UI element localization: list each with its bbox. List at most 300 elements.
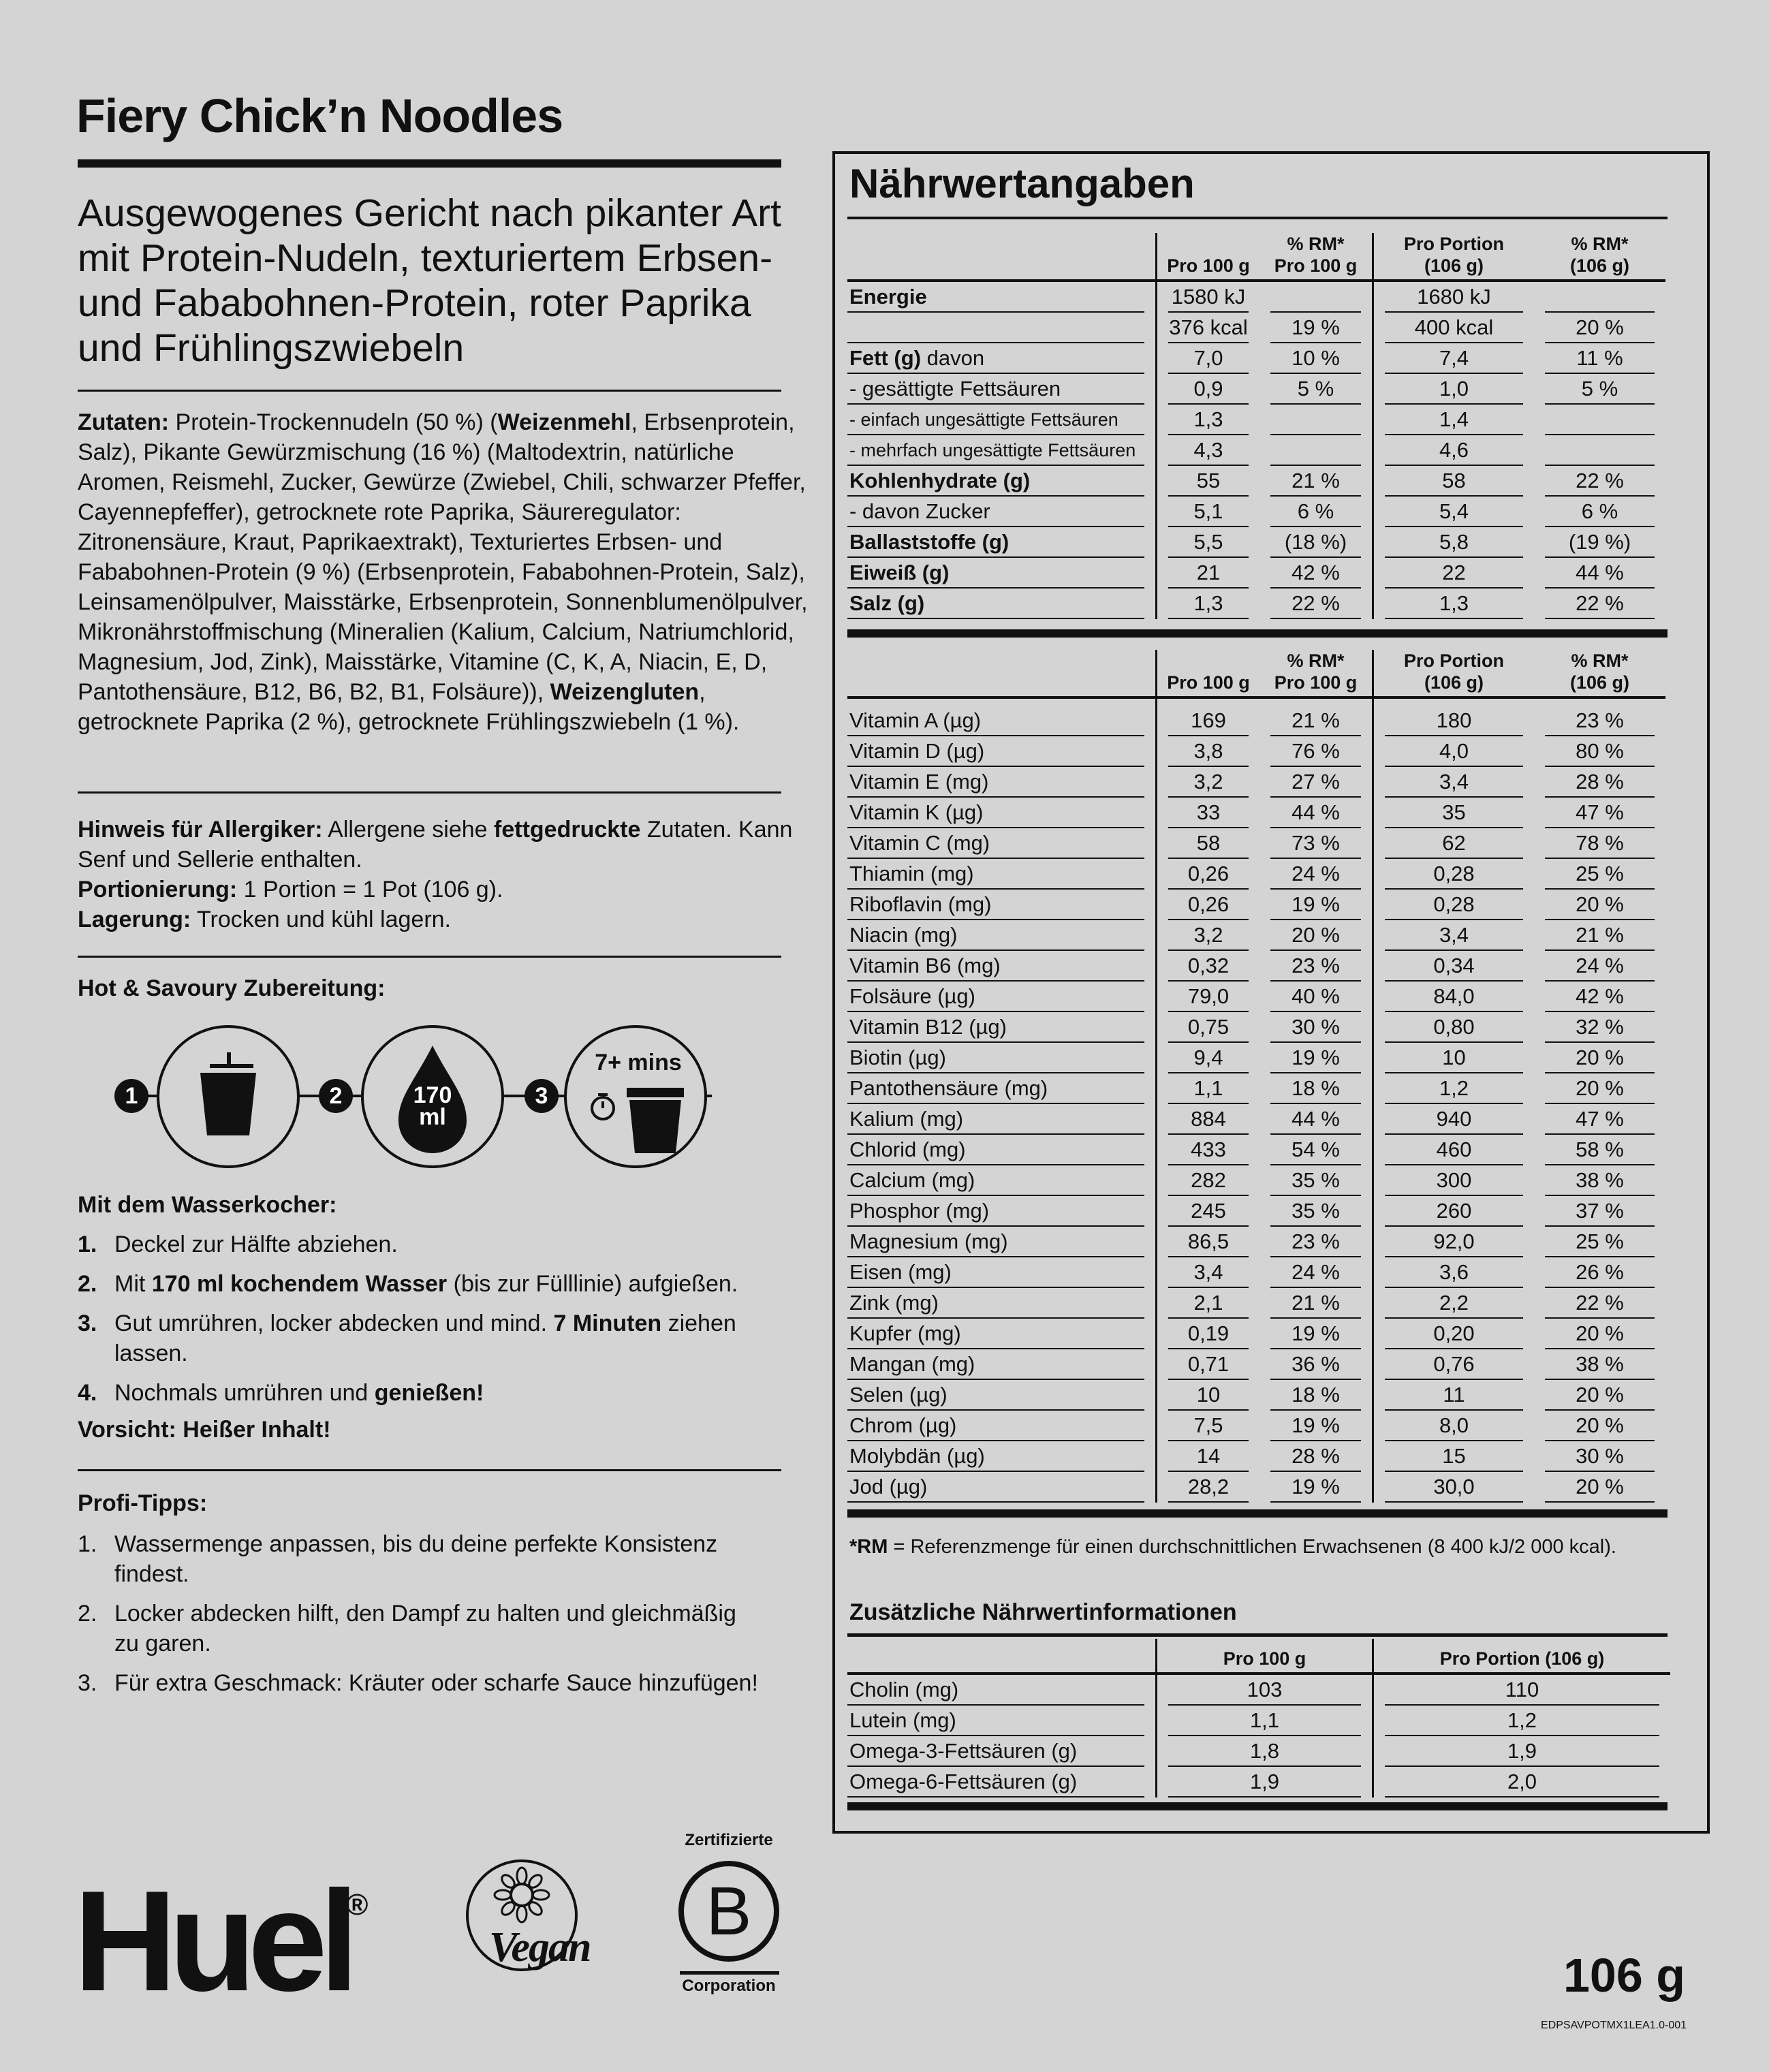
nutrient-value: 28 %: [1270, 1443, 1361, 1472]
nutrient-value: 110: [1385, 1677, 1659, 1706]
nutrient-value: 10 %: [1270, 345, 1361, 374]
nutrient-value: 2,1: [1168, 1290, 1249, 1319]
nutrient-value: 42 %: [1270, 560, 1361, 588]
nutrient-label: [847, 1443, 1144, 1472]
nutrient-value-cell: [1534, 527, 1665, 558]
nutrient-value-cell: [1259, 435, 1372, 466]
nutrient-value-cell: [1259, 1227, 1372, 1257]
nutrient-value: 35: [1385, 800, 1523, 828]
nutrient-name: Fett (g): [849, 346, 922, 370]
nutrient-value-cell: [1534, 405, 1665, 435]
nutrient-value: 0,71: [1168, 1351, 1249, 1380]
nutrient-value-cell: [1259, 1288, 1372, 1319]
header-empty: [847, 1639, 1155, 1675]
nutrient-value: 1,1: [1168, 1708, 1361, 1736]
nutrient-value-cell: [1155, 951, 1259, 982]
nutrient-label-cell: [847, 497, 1155, 527]
nutrient-label-cell: [847, 982, 1155, 1012]
nutrient-value: 19 %: [1270, 1474, 1361, 1503]
tip-text: Locker abdecken hilft, den Dampf zu halten und gleichmäßig zu garen.: [114, 1601, 736, 1657]
divider: [78, 390, 781, 392]
nutrient-row: [847, 1227, 1665, 1257]
nutrient-value: 3,8: [1168, 738, 1249, 767]
nutrient-value-cell: [1534, 558, 1665, 588]
step-fragment: Nochmals umrühren und: [114, 1380, 375, 1406]
nutrient-label: [847, 591, 1144, 619]
nutrient-value-cell: [1155, 1196, 1259, 1227]
nutrient-value-cell: [1372, 828, 1534, 859]
nutrient-value-cell: [1372, 1767, 1670, 1798]
nutrient-value: [1270, 284, 1361, 313]
nutrient-value-cell: [1259, 1012, 1372, 1043]
nutrient-value-cell: [1372, 313, 1534, 343]
spacer-cell: [1259, 699, 1372, 706]
nutrient-value: 18 %: [1270, 1076, 1361, 1104]
nutrient-value: 300: [1385, 1167, 1523, 1196]
nutrient-name: Vitamin A (µg): [849, 708, 982, 732]
ingredients-text: [78, 407, 813, 737]
nutrient-value-cell: [1259, 588, 1372, 619]
nutrient-value: 24 %: [1545, 953, 1655, 982]
nutrient-row: [847, 1441, 1665, 1472]
nutrient-label: [847, 284, 1144, 313]
nutrient-row: [847, 497, 1665, 527]
nutrient-value: 884: [1168, 1106, 1249, 1135]
nutrient-value: 7,4: [1385, 345, 1523, 374]
nutrient-value: 0,32: [1168, 953, 1249, 982]
nutrient-value: 40 %: [1270, 984, 1361, 1012]
ingredients-list: [78, 409, 808, 735]
nutrient-value-cell: [1534, 1441, 1665, 1472]
nutrient-name: Chlorid (mg): [849, 1137, 966, 1161]
nutrient-value-cell: [1155, 588, 1259, 619]
nutrient-label-cell: [847, 1736, 1155, 1767]
nutrient-value: 400 kcal: [1385, 315, 1523, 343]
nutrient-value-cell: [1372, 1411, 1534, 1441]
nutrient-label: [847, 1290, 1144, 1319]
rm-label: *RM: [849, 1536, 888, 1558]
nutrient-label: [847, 830, 1144, 859]
bcorp-top-text: Zertifizierte: [685, 1831, 773, 1849]
nutrient-value-cell: [1534, 497, 1665, 527]
nutrient-value-cell: [1259, 982, 1372, 1012]
nutrient-label: [847, 1167, 1144, 1196]
nutrient-label-cell: [847, 1104, 1155, 1135]
nutrient-value: 21 %: [1270, 1290, 1361, 1319]
nutrient-value: 6 %: [1545, 499, 1655, 527]
nutrient-label: [847, 407, 1144, 435]
nutrient-value-cell: [1155, 1135, 1259, 1165]
nutrient-value: 4,3: [1168, 437, 1249, 466]
nutrient-value-cell: [1372, 558, 1534, 588]
step-fragment: Gut umrühren, locker abdecken und mind.: [114, 1310, 554, 1336]
storage-label: Lagerung:: [78, 907, 191, 932]
nutrient-value: 3,6: [1385, 1259, 1523, 1288]
nutrient-value: 1,3: [1168, 591, 1249, 619]
nutrient-label: [847, 468, 1144, 497]
nutrient-row: [847, 1411, 1665, 1441]
nutrient-value: 20 %: [1545, 1045, 1655, 1073]
nutrient-value-cell: [1259, 1319, 1372, 1349]
nutrient-value-cell: [1372, 1441, 1534, 1472]
nutrient-value: 21 %: [1270, 708, 1361, 736]
nutrient-value: 5 %: [1270, 376, 1361, 405]
nutrient-value-cell: [1372, 282, 1534, 313]
nutrient-label: [847, 1413, 1144, 1441]
nutrient-value-cell: [1372, 1736, 1670, 1767]
nutrient-value: 282: [1168, 1167, 1249, 1196]
nutrient-value-cell: [1155, 1441, 1259, 1472]
table-header-row: [847, 233, 1665, 282]
nutrient-value-cell: [1372, 798, 1534, 828]
nutrient-label-cell: [847, 706, 1155, 736]
nutrient-label: Cholin (mg): [847, 1677, 1144, 1706]
nutrient-label: [847, 499, 1144, 527]
nutrient-value: 35 %: [1270, 1198, 1361, 1227]
nutrient-value-cell: [1155, 466, 1259, 497]
net-weight: 106 g: [1563, 1949, 1685, 2002]
nutrient-value-cell: [1534, 1319, 1665, 1349]
step-circle-3: [564, 1025, 707, 1168]
column-header: % RM* Pro 100 g: [1259, 233, 1372, 282]
table-header-row: [847, 650, 1665, 699]
nutrient-label-cell: [847, 1767, 1155, 1798]
step-circle-2: [361, 1025, 504, 1168]
nutrient-label-cell: [847, 1165, 1155, 1196]
nutrient-value-cell: [1372, 951, 1534, 982]
nutrient-row: [847, 920, 1665, 951]
nutrient-value: 26 %: [1545, 1259, 1655, 1288]
nutrient-label-cell: [847, 828, 1155, 859]
nutrient-label-cell: [847, 1675, 1155, 1706]
portion-info: [78, 875, 813, 905]
nutrient-label: Lutein (mg): [847, 1708, 1144, 1736]
nutrient-value-cell: [1259, 1135, 1372, 1165]
nutrient-label: [847, 1229, 1144, 1257]
nutrient-row: [847, 1104, 1665, 1135]
nutrient-value-cell: [1372, 767, 1534, 798]
nutrient-value: 20 %: [1545, 1382, 1655, 1411]
nutrient-value-cell: [1372, 588, 1534, 619]
step-text: [114, 1378, 484, 1408]
nutrient-value: 58 %: [1545, 1137, 1655, 1165]
nutrient-label: [847, 376, 1144, 405]
nutrient-value: 3,4: [1385, 922, 1523, 951]
nutrient-value-cell: [1372, 706, 1534, 736]
nutrient-value: 3,2: [1168, 769, 1249, 798]
nutrient-row: [847, 798, 1665, 828]
nutrient-value-cell: [1259, 1073, 1372, 1104]
nutrient-value: 5,4: [1385, 499, 1523, 527]
bcorp-letter: B: [706, 1873, 752, 1949]
nutrient-label: [847, 437, 1144, 466]
nutrient-label: [847, 1045, 1144, 1073]
step-number: 3.: [78, 1310, 97, 1336]
nutrient-label-cell: [847, 1472, 1155, 1503]
nutrient-value: 245: [1168, 1198, 1249, 1227]
nutrient-label-cell: [847, 1043, 1155, 1073]
nutrient-label-cell: [847, 527, 1155, 558]
nutrient-value: 4,6: [1385, 437, 1523, 466]
nutrient-name: - einfach ungesättigte Fettsäuren: [849, 409, 1118, 430]
step-item: [78, 1229, 813, 1259]
nutrient-row: [847, 405, 1665, 435]
nutrient-row: [847, 706, 1665, 736]
column-header: % RM* Pro 100 g: [1259, 650, 1372, 699]
nutrient-row: [847, 1257, 1665, 1288]
nutrient-value-cell: [1372, 435, 1534, 466]
nutrient-value: 6 %: [1270, 499, 1361, 527]
nutrient-value: 1,4: [1385, 407, 1523, 435]
nutrient-row: [847, 1165, 1665, 1196]
nutrient-value-cell: [1155, 1411, 1259, 1441]
nutrient-value: 0,34: [1385, 953, 1523, 982]
nutrient-value: 460: [1385, 1137, 1523, 1165]
nutrient-value: 47 %: [1545, 1106, 1655, 1135]
tip-number: 1.: [78, 1531, 97, 1557]
nutrient-value: 20 %: [1545, 1076, 1655, 1104]
nutrient-value: 180: [1385, 708, 1523, 736]
nutrient-label: [847, 861, 1144, 890]
nutrient-row: [847, 767, 1665, 798]
column-header: Pro 100 g: [1155, 1639, 1372, 1675]
nutrient-value-cell: [1155, 558, 1259, 588]
nutrient-value: 0,9: [1168, 376, 1249, 405]
nutrient-name: Energie: [849, 285, 927, 309]
nutrient-name: Vitamin D (µg): [849, 739, 985, 763]
pot-icon: [621, 1082, 689, 1157]
nutrient-label: [847, 1382, 1144, 1411]
table-bar: [847, 1802, 1668, 1810]
nutrient-label: [847, 1351, 1144, 1380]
nutrient-value-cell: [1155, 828, 1259, 859]
nutrient-label: [847, 953, 1144, 982]
step-fragment: ziehen lassen.: [114, 1310, 736, 1366]
nutrient-value-cell: [1155, 890, 1259, 920]
nutrient-value-cell: [1155, 1706, 1372, 1736]
nutrient-value-cell: [1534, 1073, 1665, 1104]
nutrient-name: Eiweiß (g): [849, 561, 950, 584]
nutrient-row: [847, 1288, 1665, 1319]
nutrient-label-cell: [847, 313, 1155, 343]
bcorp-logo: [674, 1831, 790, 2001]
nutrient-row: [847, 527, 1665, 558]
nutrient-value-cell: [1372, 466, 1534, 497]
nutrient-value: 28 %: [1545, 769, 1655, 798]
nutrient-value-cell: [1155, 920, 1259, 951]
nutrient-value: (18 %): [1270, 529, 1361, 558]
nutrient-value-cell: [1259, 1043, 1372, 1073]
nutrient-value-cell: [1155, 1319, 1259, 1349]
nutrient-value: 42 %: [1545, 984, 1655, 1012]
nutrient-value: 37 %: [1545, 1198, 1655, 1227]
nutrient-value-cell: [1155, 1767, 1372, 1798]
nutrient-value: 76 %: [1270, 738, 1361, 767]
nutrient-value-cell: [1372, 736, 1534, 767]
nutrient-value-cell: [1259, 890, 1372, 920]
nutrient-label: [847, 769, 1144, 798]
nutrient-value: 5,5: [1168, 529, 1249, 558]
storage-value: Trocken und kühl lagern.: [191, 907, 452, 932]
nutrient-value: 7,5: [1168, 1413, 1249, 1441]
nutrient-value-cell: [1259, 1196, 1372, 1227]
allergy-section: [78, 815, 813, 935]
allergy-label: Hinweis für Allergiker:: [78, 817, 323, 843]
nutrient-value-cell: [1372, 405, 1534, 435]
nutrient-value-cell: [1259, 282, 1372, 313]
nutrient-value: 20 %: [1545, 892, 1655, 920]
nutrient-label-cell: [847, 1319, 1155, 1349]
nutrient-value: 79,0: [1168, 984, 1249, 1012]
nutrient-value-cell: [1534, 1135, 1665, 1165]
nutrient-value-cell: [1155, 405, 1259, 435]
step-number-2: 2: [319, 1079, 353, 1113]
nutrient-value: 103: [1168, 1677, 1361, 1706]
nutrient-value-cell: [1534, 736, 1665, 767]
nutrient-row: [847, 343, 1665, 374]
nutrient-value-cell: [1534, 313, 1665, 343]
nutrient-value: 30 %: [1270, 1014, 1361, 1043]
water-unit: ml: [419, 1104, 446, 1130]
nutrient-label-cell: [847, 951, 1155, 982]
nutrient-value: 9,4: [1168, 1045, 1249, 1073]
nutrient-name: - gesättigte Fettsäuren: [849, 377, 1061, 401]
prep-heading: Hot & Savoury Zubereitung:: [78, 975, 386, 1001]
nutrient-value: 21: [1168, 560, 1249, 588]
nutrient-value-cell: [1372, 1319, 1534, 1349]
nutrient-name: Biotin (µg): [849, 1046, 946, 1069]
nutrient-value-cell: [1155, 706, 1259, 736]
nutrient-value-cell: [1534, 435, 1665, 466]
nutrient-label-cell: [847, 798, 1155, 828]
nutrient-value: 1680 kJ: [1385, 284, 1523, 313]
macro-table: [847, 233, 1665, 619]
nutrient-row: [847, 1043, 1665, 1073]
nutrient-name: Vitamin B6 (mg): [849, 954, 1001, 977]
nutrient-value-cell: [1259, 466, 1372, 497]
nutrient-value-cell: [1259, 558, 1372, 588]
nutrient-name: Salz (g): [849, 591, 925, 615]
nutrient-value: [1545, 437, 1655, 466]
nutrient-label: [847, 800, 1144, 828]
nutrient-value-cell: [1155, 1472, 1259, 1503]
nutrient-value: 80 %: [1545, 738, 1655, 767]
kettle-instructions-heading: Mit dem Wasserkocher:: [78, 1192, 337, 1218]
nutrient-value-cell: [1534, 1227, 1665, 1257]
nutrient-label-cell: [847, 1196, 1155, 1227]
nutrient-row: [847, 1073, 1665, 1104]
nutrient-name: Selen (µg): [849, 1383, 948, 1407]
nutrient-label: [847, 315, 1144, 343]
nutrient-value: 25 %: [1545, 861, 1655, 890]
nutrient-name: Chrom (µg): [849, 1413, 957, 1437]
nutrient-value: 58: [1385, 468, 1523, 497]
nutrient-row: [847, 1012, 1665, 1043]
nutrient-value: 35 %: [1270, 1167, 1361, 1196]
allergy-bold: fettgedruckte: [494, 817, 641, 843]
nutrient-value: 2,2: [1385, 1290, 1523, 1319]
nutrient-name: Mangan (mg): [849, 1352, 975, 1376]
nutrient-value: 1,0: [1385, 376, 1523, 405]
time-label: 7+ mins: [595, 1050, 682, 1076]
nutrient-value-cell: [1534, 1411, 1665, 1441]
huel-logo: Huel: [74, 1861, 351, 2021]
product-description: Ausgewogenes Gericht nach pikanter Art mit Protein-Nudeln, texturiertem Erbsen-und Fababohnen-Protein, roter Paprika und Frühlingszwiebeln: [78, 191, 781, 370]
nutrient-value-cell: [1155, 798, 1259, 828]
nutrient-label-cell: [847, 1012, 1155, 1043]
nutrient-value-cell: [1259, 706, 1372, 736]
column-header: Pro Portion (106 g): [1372, 650, 1534, 699]
nutrient-label-cell: [847, 282, 1155, 313]
nutrient-value: 1,3: [1168, 407, 1249, 435]
nutrient-value-cell: [1534, 588, 1665, 619]
nutrient-name: Kupfer (mg): [849, 1321, 961, 1345]
nutrient-value-cell: [1372, 343, 1534, 374]
nutrient-value-cell: [1259, 920, 1372, 951]
nutrient-name: - mehrfach ungesättigte Fettsäuren: [849, 440, 1136, 460]
nutrient-value-cell: [1534, 859, 1665, 890]
nutrient-value-cell: [1155, 527, 1259, 558]
allergen: Weizengluten: [550, 679, 700, 705]
step-fragment: (bis zur Fülllinie) aufgießen.: [447, 1271, 738, 1297]
nutrient-value-cell: [1534, 1104, 1665, 1135]
step-text: [114, 1269, 738, 1299]
nutrient-value-cell: [1534, 890, 1665, 920]
nutrient-value: 24 %: [1270, 861, 1361, 890]
nutrient-value: 32 %: [1545, 1014, 1655, 1043]
nutrient-value: 20 %: [1545, 1321, 1655, 1349]
nutrient-label: [847, 560, 1144, 588]
nutrient-label-cell: [847, 859, 1155, 890]
nutrient-value-cell: [1534, 920, 1665, 951]
nutrient-value: 5,8: [1385, 529, 1523, 558]
nutrient-value-cell: [1259, 798, 1372, 828]
step-emphasis: genießen!: [374, 1380, 484, 1406]
nutrient-value: 47 %: [1545, 800, 1655, 828]
step-number-1: 1: [114, 1079, 148, 1113]
tip-item: [78, 1529, 759, 1589]
header-empty: [847, 233, 1155, 282]
nutrient-label-cell: [847, 1380, 1155, 1411]
nutrient-value: 1,9: [1385, 1738, 1659, 1767]
nutrient-value: 73 %: [1270, 830, 1361, 859]
nutrient-value-cell: [1259, 767, 1372, 798]
spacer-cell: [1534, 699, 1665, 706]
ingredients-label: Zutaten:: [78, 409, 170, 435]
nutrient-row: [847, 890, 1665, 920]
nutrient-value: 38 %: [1545, 1167, 1655, 1196]
nutrient-row: [847, 282, 1665, 313]
nutrient-value: 18 %: [1270, 1382, 1361, 1411]
nutrient-value: 15: [1385, 1443, 1523, 1472]
nutrient-value-cell: [1534, 706, 1665, 736]
nutrient-value: 1,2: [1385, 1076, 1523, 1104]
nutrient-value: 58: [1168, 830, 1249, 859]
nutrient-name: Phosphor (mg): [849, 1199, 990, 1223]
nutrient-value-cell: [1259, 951, 1372, 982]
nutrient-value: 86,5: [1168, 1229, 1249, 1257]
allergy-text: Allergene siehe: [322, 817, 495, 843]
product-title: Fiery Chick’n Noodles: [76, 89, 563, 142]
nutrient-label: [847, 922, 1144, 951]
nutrient-value-cell: [1372, 1073, 1534, 1104]
bcorp-rule: [680, 1971, 779, 1975]
nutrient-value: 1580 kJ: [1168, 284, 1249, 313]
nutrient-label: [847, 708, 1144, 736]
nutrient-value-cell: [1155, 497, 1259, 527]
nutrient-value: 21 %: [1270, 468, 1361, 497]
nutrient-value-cell: [1259, 497, 1372, 527]
